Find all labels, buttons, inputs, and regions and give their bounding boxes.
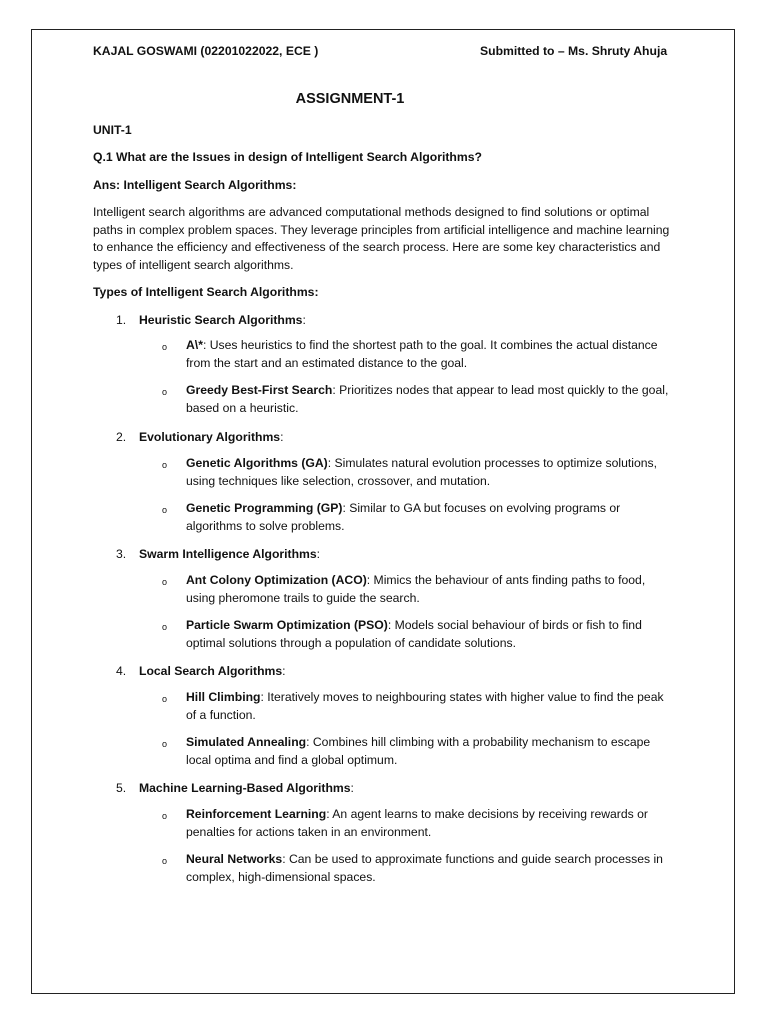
list-item: Ant Colony Optimization (ACO): Mimics the behaviour of ants finding paths to food, using pheromone trails to guide the search.: [186, 573, 646, 605]
bullet-icon: o: [162, 811, 168, 821]
bullet-icon: o: [162, 739, 168, 749]
bullet-icon: o: [162, 387, 168, 397]
list-item: A\*: Uses heuristics to find the shortest path to the goal. It combines the actual distance from the start and an estimated distance to the goal.: [186, 338, 658, 370]
intro-paragraph: Intelligent search algorithms are advanced computational methods designed to find solutions or optimal paths in complex problem spaces. They leverage principles from artificial intelligence and machine learning to enhance the efficiency and effectiveness of the search process. Here are some key characteristics and types of intelligent search algorithms.: [93, 205, 670, 273]
bullet-icon: o: [162, 460, 168, 470]
category-name: Heuristic Search Algorithms: [139, 313, 303, 327]
answer-heading: Ans: Intelligent Search Algorithms:: [93, 178, 297, 192]
list-item: Genetic Programming (GP): Similar to GA but focuses on evolving programs or algorithms to solve problems.: [186, 501, 621, 533]
list-item: Genetic Algorithms (GA): Simulates natural evolution processes to optimize solutions, using techniques like selection, crossover, and mutation.: [186, 456, 657, 488]
unit-heading: UNIT-1: [93, 123, 132, 137]
category-number: 3.: [116, 547, 127, 561]
list-item: Reinforcement Learning: An agent learns to make decisions by receiving rewards or penalties for actions taken in an environment.: [186, 807, 648, 839]
list-item: Greedy Best-First Search: Prioritizes nodes that appear to lead most quickly to the goal, based on a heuristic.: [186, 383, 669, 415]
list-item: Particle Swarm Optimization (PSO): Models social behaviour of birds or fish to find optimal solutions through a population of candidate solutions.: [186, 618, 642, 650]
category-number: 4.: [116, 664, 127, 678]
category-name: Machine Learning-Based Algorithms: [139, 781, 351, 795]
category-name: Evolutionary Algorithms: [139, 430, 281, 444]
category-number: 2.: [116, 430, 127, 444]
submitted-to: Submitted to – Ms. Shruty Ahuja: [480, 44, 668, 58]
bullet-icon: o: [162, 505, 168, 515]
bullet-icon: o: [162, 577, 168, 587]
list-item: Hill Climbing: Iteratively moves to neighbouring states with higher value to find the peak of a function.: [186, 690, 664, 722]
category-number: 1.: [116, 313, 127, 327]
bullet-icon: o: [162, 342, 168, 352]
question-heading: Q.1 What are the Issues in design of Intelligent Search Algorithms?: [93, 150, 482, 164]
category-number: 5.: [116, 781, 127, 795]
bullet-icon: o: [162, 694, 168, 704]
types-heading: Types of Intelligent Search Algorithms:: [93, 285, 319, 299]
category-name: Swarm Intelligence Algorithms: [139, 547, 317, 561]
list-item: Simulated Annealing: Combines hill climbing with a probability mechanism to escape local optima and find a global optimum.: [186, 735, 651, 767]
list-item: Neural Networks: Can be used to approximate functions and guide search processes in complex, high-dimensional spaces.: [186, 852, 663, 884]
bullet-icon: o: [162, 622, 168, 632]
bullet-icon: o: [162, 856, 168, 866]
assignment-title: ASSIGNMENT-1: [295, 91, 405, 107]
category-name: Local Search Algorithms: [139, 664, 283, 678]
author-info: KAJAL GOSWAMI (02201022022, ECE ): [93, 44, 319, 58]
